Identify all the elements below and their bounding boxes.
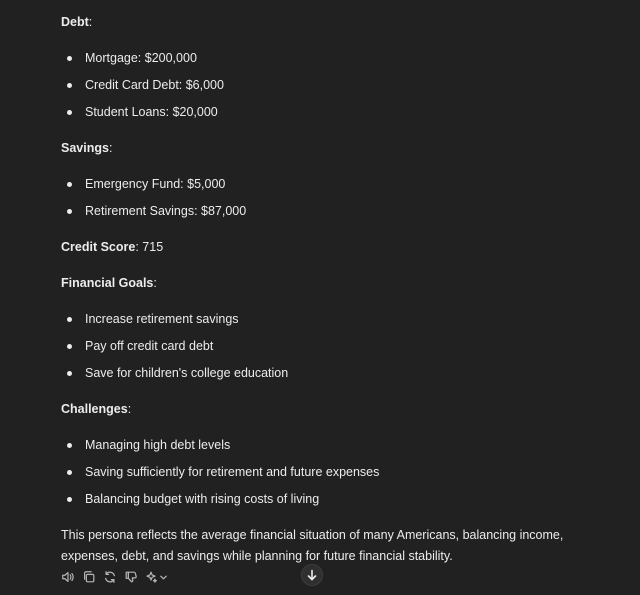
debt-heading: Debt: <box>61 15 93 29</box>
challenges-heading: Challenges: <box>61 402 132 416</box>
savings-list <box>61 174 601 221</box>
regenerate-button[interactable] <box>102 570 117 585</box>
read-aloud-button[interactable] <box>60 570 75 585</box>
list-item: Pay off credit card debt <box>61 336 601 356</box>
list-item: Emergency Fund: $5,000 <box>61 174 601 194</box>
assistant-message <box>61 12 601 566</box>
debt-list <box>61 48 601 122</box>
list-item: Save for children's college education <box>61 363 601 383</box>
list-item: Saving sufficiently for retirement and future expenses <box>61 462 601 482</box>
chevron-down-icon <box>159 573 168 582</box>
list-item: Managing high debt levels <box>61 435 601 455</box>
thumbs-down-button[interactable] <box>123 570 138 585</box>
regenerate-icon <box>103 570 117 584</box>
list-item: Balancing budget with rising costs of living <box>61 489 601 509</box>
savings-heading: Savings: <box>61 141 113 155</box>
scroll-to-bottom-button[interactable] <box>301 564 323 586</box>
credit-score-line: Credit Score: 715 <box>61 240 164 254</box>
summary-paragraph: This persona reflects the average financial situation of many Americans, balancing income, expenses, debt, and savings while planning for future financial stability. <box>61 528 564 563</box>
credit-score-value: 715 <box>142 240 164 254</box>
model-switch-button[interactable] <box>144 570 168 584</box>
sparkle-icon <box>144 570 158 584</box>
challenges-list <box>61 435 601 509</box>
copy-icon <box>82 570 96 584</box>
list-item: Mortgage: $200,000 <box>61 48 601 68</box>
thumbs-down-icon <box>124 570 138 584</box>
list-item: Credit Card Debt: $6,000 <box>61 75 601 95</box>
list-item: Student Loans: $20,000 <box>61 102 601 122</box>
message-actions-toolbar <box>60 568 168 586</box>
financial-goals-heading: Financial Goals: <box>61 276 157 290</box>
list-item: Retirement Savings: $87,000 <box>61 201 601 221</box>
copy-button[interactable] <box>81 570 96 585</box>
list-item: Increase retirement savings <box>61 309 601 329</box>
speaker-icon <box>61 570 75 584</box>
financial-goals-list <box>61 309 601 383</box>
arrow-down-icon <box>306 569 318 581</box>
